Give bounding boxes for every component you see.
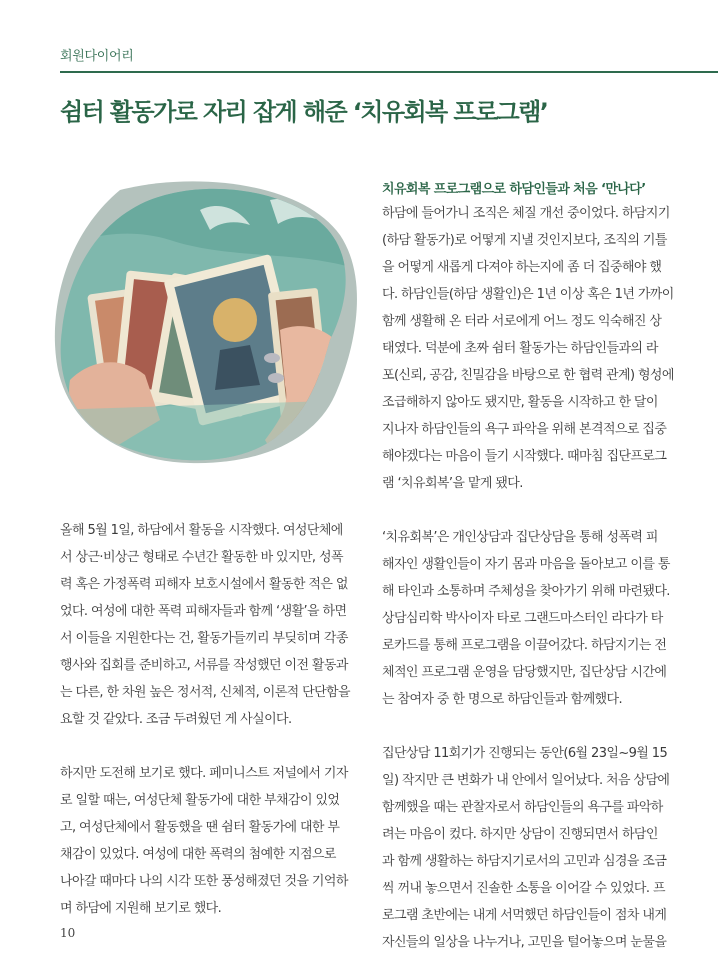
text-line: 었다. 여성에 대한 폭력 피해자들과 함께 ‘생활’을 하면 xyxy=(60,604,347,619)
text-line: (하담 활동가)로 어떻게 지낼 것인지보다, 조직의 기틀 xyxy=(382,233,667,248)
text-line: 집단상담 11회기가 진행되는 동안(6월 23일~9월 15 xyxy=(382,746,668,761)
text-line: 체적인 프로그램 운영을 담당했지만, 집단상담 시간에 xyxy=(382,665,667,680)
text-line: 고, 여성단체에서 활동했을 땐 쉼터 활동가에 대한 부 xyxy=(60,820,340,835)
text-line: 씩 꺼내 놓으면서 진솔한 소통을 이어갈 수 있었다. 프 xyxy=(382,881,665,896)
left-column xyxy=(60,517,350,922)
text-line: 자신들의 일상을 나누거나, 고민을 털어놓으며 눈물을 xyxy=(382,935,667,950)
text-line: 서 상근·비상근 형태로 수년간 활동한 바 있지만, 성폭 xyxy=(60,550,343,565)
text-line: 로 일할 때는, 여성단체 활동가에 대한 부채감이 있었 xyxy=(60,793,340,808)
text-line: 태였다. 덕분에 초짜 쉼터 활동가는 하담인들과의 라 xyxy=(382,341,658,356)
text-line: 과 함께 생활하는 하담지기로서의 고민과 심경을 조금 xyxy=(382,854,667,869)
article-photo xyxy=(50,180,360,465)
text-line: ‘치유회복’은 개인상담과 집단상담을 통해 성폭력 피 xyxy=(382,530,658,545)
text-line: 려는 마음이 컸다. 하지만 상담이 진행되면서 하담인 xyxy=(382,827,658,842)
tarot-cards-photo-icon xyxy=(50,180,360,465)
text-line: 지나자 하담인들의 욕구 파악을 위해 본격적으로 집중 xyxy=(382,422,667,437)
text-line: 상담심리학 박사이자 타로 그랜드마스터인 라다가 타 xyxy=(382,611,663,626)
section-label: 회원다이어리 xyxy=(60,49,134,64)
text-line: 나아갈 때마다 나의 시각 또한 풍성해졌던 것을 기억하 xyxy=(60,874,348,889)
text-line: 램 ‘치유회복’을 맡게 됐다. xyxy=(382,476,523,491)
text-line: 로그램 초반에는 내게 서먹했던 하담인들이 점차 내게 xyxy=(382,908,667,923)
text-line: 해야겠다는 마음이 들기 시작했다. 때마침 집단프로그 xyxy=(382,449,667,464)
text-line: 함께했을 때는 관찰자로서 하담인들의 욕구를 파악하 xyxy=(382,800,663,815)
page-number: 10 xyxy=(60,926,76,940)
header-rule xyxy=(60,71,718,73)
text-line: 올해 5월 1일, 하담에서 활동을 시작했다. 여성단체에 xyxy=(60,523,343,538)
text-line: 해자인 생활인들이 자기 몸과 마음을 돌아보고 이를 통 xyxy=(382,557,670,572)
right-paragraph-3 xyxy=(382,740,674,956)
text-line: 포(신뢰, 공감, 친밀감을 바탕으로 한 협력 관계) 형성에 xyxy=(382,368,674,383)
text-line: 는 다른, 한 차원 높은 정서적, 신체적, 이론적 단단함을 xyxy=(60,685,350,700)
text-line: 채감이 있었다. 여성에 대한 폭력의 첨예한 지점으로 xyxy=(60,847,336,862)
text-line: 해 타인과 소통하며 주체성을 찾아가기 위해 마련됐다. xyxy=(382,584,670,599)
right-column xyxy=(382,200,674,956)
text-line: 는 참여자 중 한 명으로 하담인들과 함께했다. xyxy=(382,692,622,707)
text-line: 로카드를 통해 프로그램을 이끌어갔다. 하담지기는 전 xyxy=(382,638,667,653)
left-paragraph-1 xyxy=(60,517,350,733)
text-line: 을 어떻게 새롭게 다져야 하는지에 좀 더 집중해야 했 xyxy=(382,260,662,275)
right-paragraph-1 xyxy=(382,200,674,497)
text-line: 함께 생활해 온 터라 서로에게 어느 정도 익숙해진 상 xyxy=(382,314,662,329)
left-paragraph-2 xyxy=(60,760,350,922)
section-subheading: 치유회복 프로그램으로 하담인들과 처음 ‘만나다’ xyxy=(382,182,646,197)
text-line: 다. 하담인들(하담 생활인)은 1년 이상 혹은 1년 가까이 xyxy=(382,287,674,302)
text-line: 력 혹은 가정폭력 피해자 보호시설에서 활동한 적은 없 xyxy=(60,577,348,592)
article-title: 쉼터 활동가로 자리 잡게 해준 ‘치유회복 프로그램’ xyxy=(60,98,548,126)
text-line: 하지만 도전해 보기로 했다. 페미니스트 저널에서 기자 xyxy=(60,766,348,781)
text-line: 며 하담에 지원해 보기로 했다. xyxy=(60,901,222,916)
text-line: 행사와 집회를 준비하고, 서류를 작성했던 이전 활동과 xyxy=(60,658,348,673)
text-line: 조급해하지 않아도 됐지만, 활동을 시작하고 한 달이 xyxy=(382,395,658,410)
text-line: 서 이들을 지원한다는 건, 활동가들끼리 부딪히며 각종 xyxy=(60,631,348,646)
text-line: 하담에 들어가니 조직은 체질 개선 중이었다. 하담지기 xyxy=(382,206,670,221)
right-paragraph-2 xyxy=(382,524,674,713)
text-line: 요할 것 같았다. 조금 두려웠던 게 사실이다. xyxy=(60,712,292,727)
text-line: 일) 작지만 큰 변화가 내 안에서 일어났다. 처음 상담에 xyxy=(382,773,670,788)
